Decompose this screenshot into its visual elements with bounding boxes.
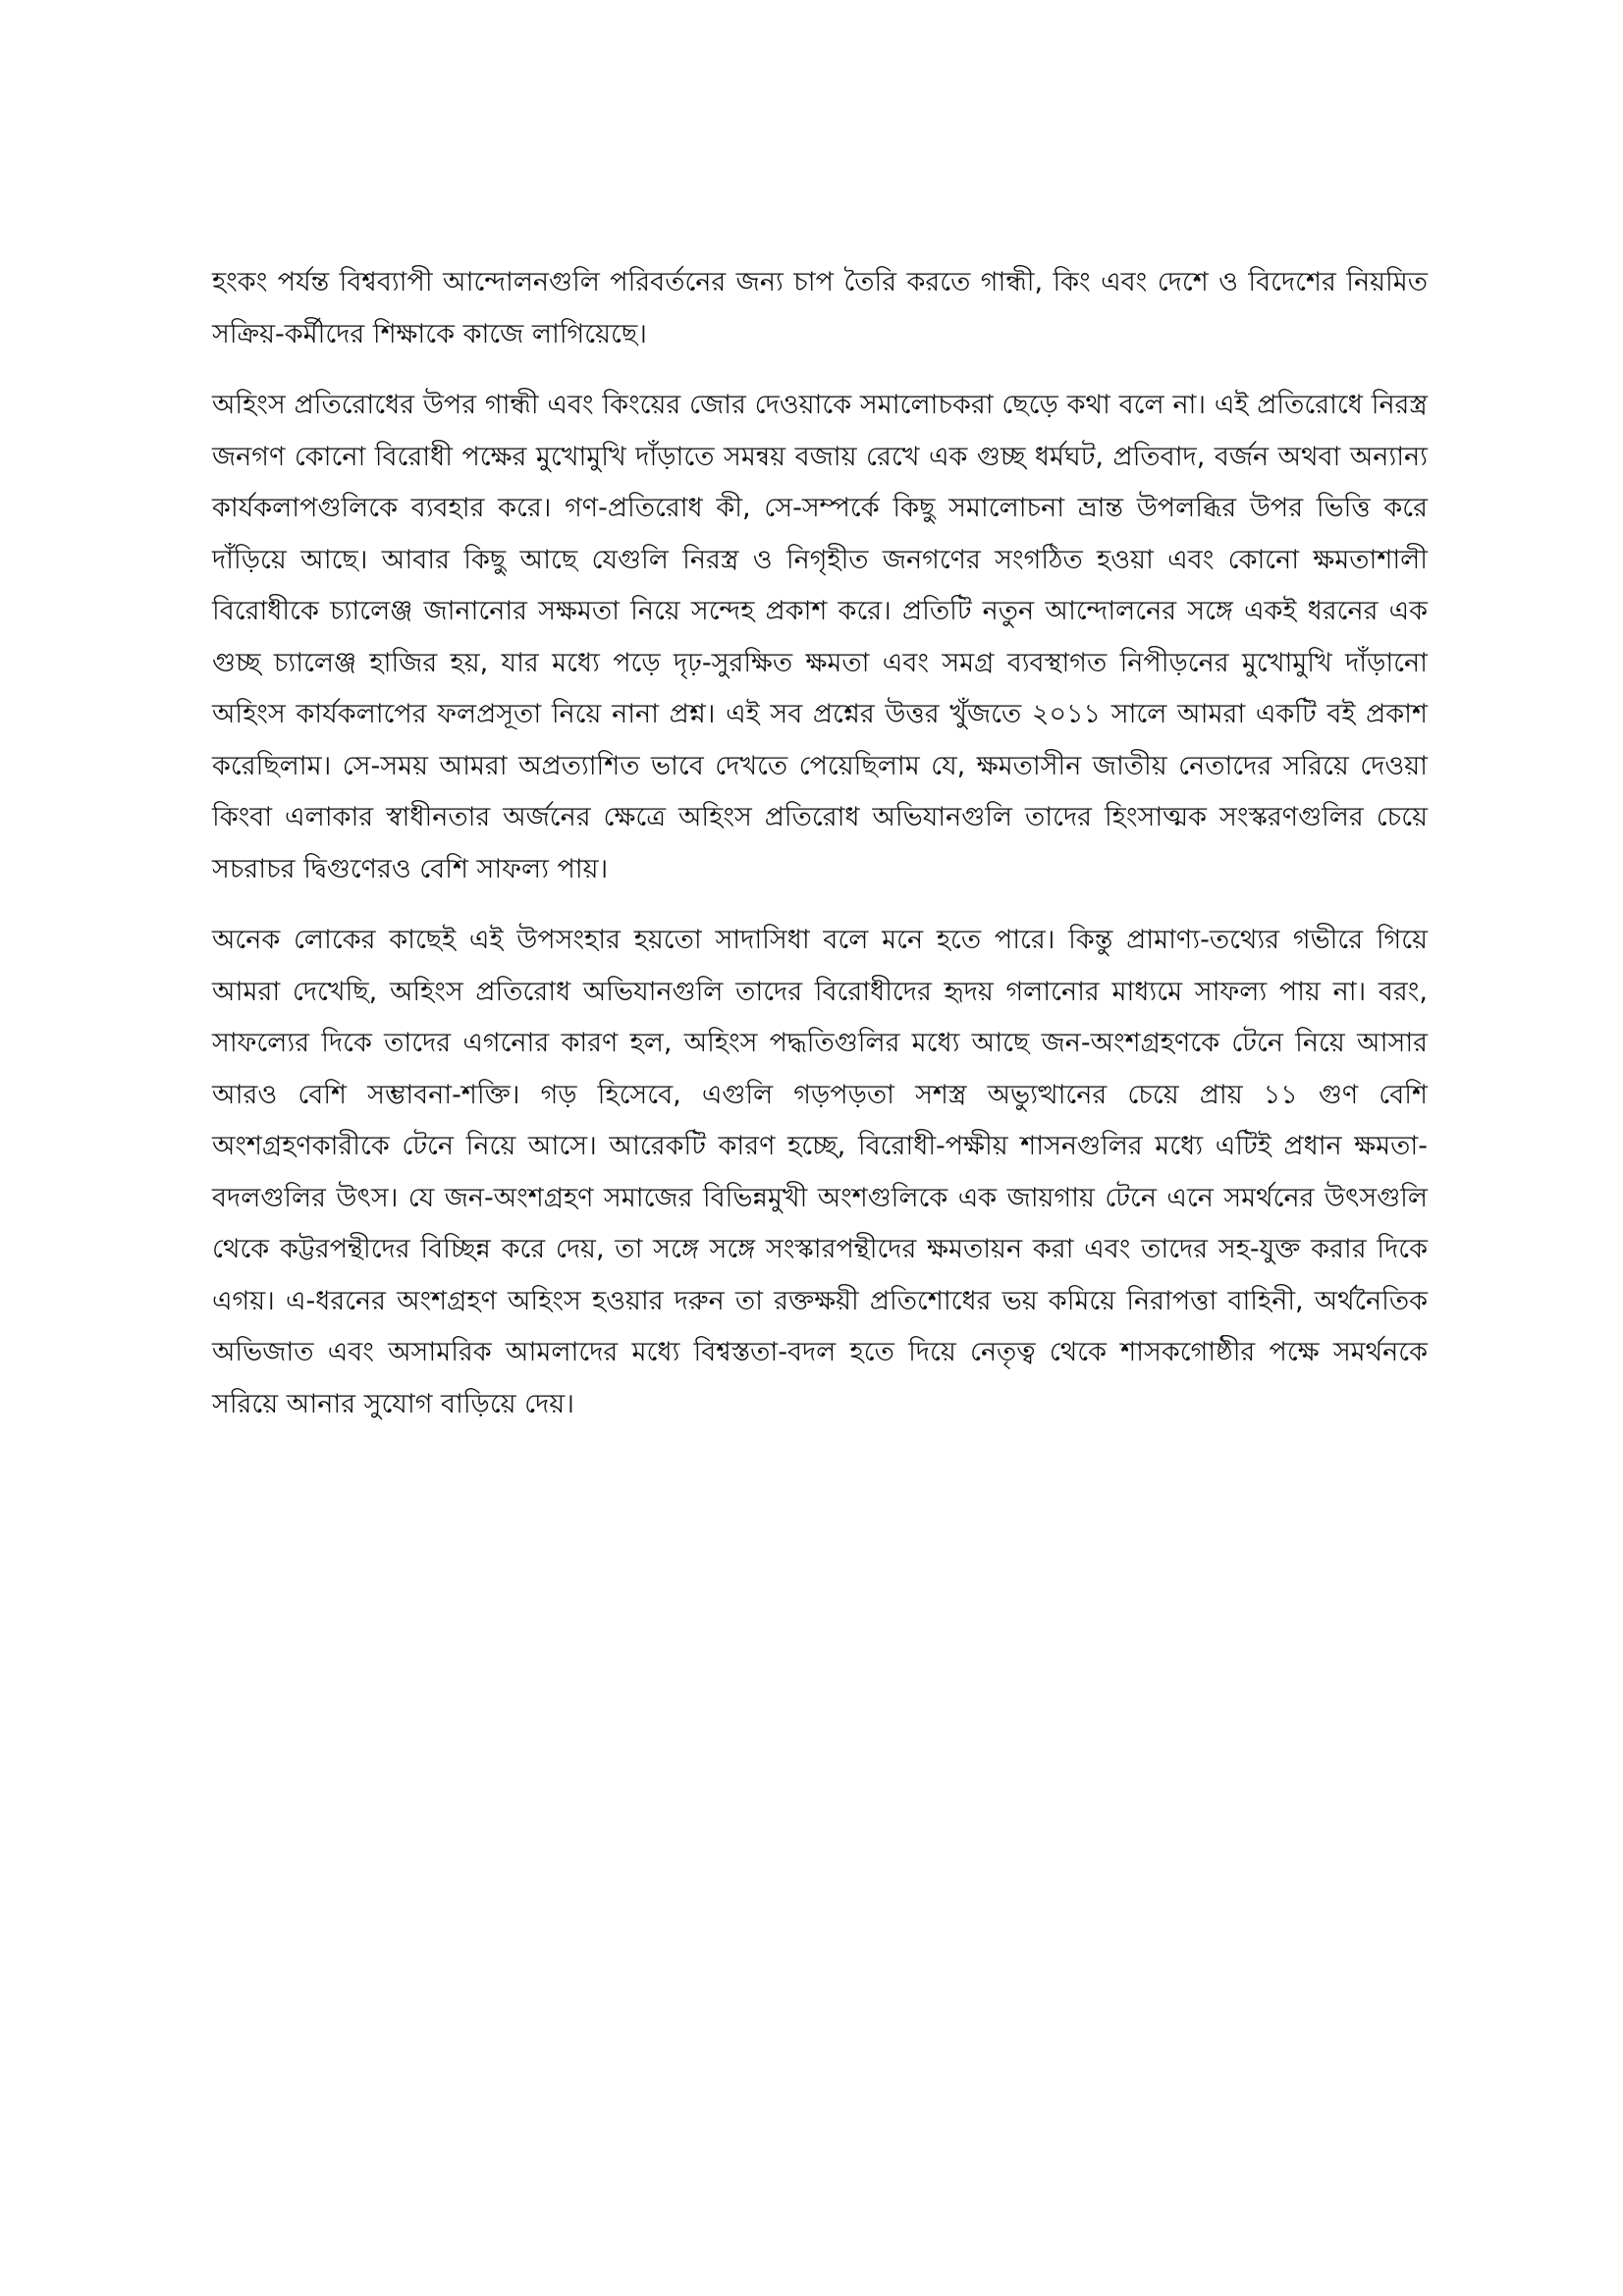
- body-text: [212, 257, 1428, 1450]
- paragraph-1: হংকং পর্যন্ত বিশ্বব্যাপী আন্দোলনগুলি পরিবর্তনের জন্য চাপ তৈরি করতে গান্ধী, কিং এবং দেশে ও বিদেশের নিয়মিত সক্রিয়-কর্মীদের শিক্ষাকে কাজে লাগিয়েছে।: [212, 267, 1428, 349]
- paragraph-3: অনেক লোকের কাছেই এই উপসংহার হয়তো সাদাসিধা বলে মনে হতে পারে। কিন্তু প্রামাণ্য-তথ্যের গভীরে গিয়ে আমরা দেখেছি, অহিংস প্রতিরোধ অভিযানগুলি তাদের বিরোধীদের হৃদয় গলানোর মাধ্যমে সাফল্য পায় না। বরং, সাফল্যের দিকে তাদের এগনোর কারণ হল, অহিংস পদ্ধতিগুলির মধ্যে আছে জন-অংশগ্রহণকে টেনে নিয়ে আসার আরও বেশি সম্ভাবনা-শক্তি। গড় হিসেবে, এগুলি গড়পড়তা সশস্ত্র অভ্যুত্থানের চেয়ে প্রায় ১১ গুণ বেশি অংশগ্রহণকারীকে টেনে নিয়ে আসে। আরেকটি কারণ হচ্ছে, বিরোধী-পক্ষীয় শাসনগুলির মধ্যে এটিই প্রধান ক্ষমতা-বদলগুলির উৎস। যে জন-অংশগ্রহণ সমাজের বিভিন্নমুখী অংশগুলিকে এক জায়গায় টেনে এনে সমর্থনের উৎসগুলি থেকে কট্টরপন্থীদের বিচ্ছিন্ন করে দেয়, তা সঙ্গে সঙ্গে সংস্কারপন্থীদের ক্ষমতায়ন করা এবং তাদের সহ-যুক্ত করার দিকে এগয়। এ-ধরনের অংশগ্রহণ অহিংস হওয়ার দরুন তা রক্তক্ষয়ী প্রতিশোধের ভয় কমিয়ে নিরাপত্তা বাহিনী, অর্থনৈতিক অভিজাত এবং অসামরিক আমলাদের মধ্যে বিশ্বস্ততা-বদল হতে দিয়ে নেতৃত্ব থেকে শাসকগোষ্ঠীর পক্ষে সমর্থনকে সরিয়ে আনার সুযোগ বাড়িয়ে দেয়।: [212, 925, 1428, 1419]
- paragraph-2: অহিংস প্রতিরোধের উপর গান্ধী এবং কিংয়ের জোর দেওয়াকে সমালোচকরা ছেড়ে কথা বলে না। এই প্রতিরোধে নিরস্ত্র জনগণ কোনো বিরোধী পক্ষের মুখোমুখি দাঁড়াতে সমন্বয় বজায় রেখে এক গুচ্ছ ধর্মঘট, প্রতিবাদ, বর্জন অথবা অন্যান্য কার্যকলাপগুলিকে ব্যবহার করে। গণ-প্রতিরোধ কী, সে-সম্পর্কে কিছু সমালোচনা ভ্রান্ত উপলব্ধির উপর ভিত্তি করে দাঁড়িয়ে আছে। আবার কিছু আছে যেগুলি নিরস্ত্র ও নিগৃহীত জনগণের সংগঠিত হওয়া এবং কোনো ক্ষমতাশালী বিরোধীকে চ্যালেঞ্জ জানানোর সক্ষমতা নিয়ে সন্দেহ প্রকাশ করে। প্রতিটি নতুন আন্দোলনের সঙ্গে একই ধরনের এক গুচ্ছ চ্যালেঞ্জ হাজির হয়, যার মধ্যে পড়ে দৃঢ়-সুরক্ষিত ক্ষমতা এবং সমগ্র ব্যবস্থাগত নিপীড়নের মুখোমুখি দাঁড়ানো অহিংস কার্যকলাপের ফলপ্রসূতা নিয়ে নানা প্রশ্ন। এই সব প্রশ্নের উত্তর খুঁজতে ২০১১ সালে আমরা একটি বই প্রকাশ করেছিলাম। সে-সময় আমরা অপ্রত্যাশিত ভাবে দেখতে পেয়েছিলাম যে, ক্ষমতাসীন জাতীয় নেতাদের সরিয়ে দেওয়া কিংবা এলাকার স্বাধীনতার অর্জনের ক্ষেত্রে অহিংস প্রতিরোধ অভিযানগুলি তাদের হিংসাত্মক সংস্করণগুলির চেয়ে সচরাচর দ্বিগুণেরও বেশি সাফল্য পায়।: [212, 390, 1428, 884]
